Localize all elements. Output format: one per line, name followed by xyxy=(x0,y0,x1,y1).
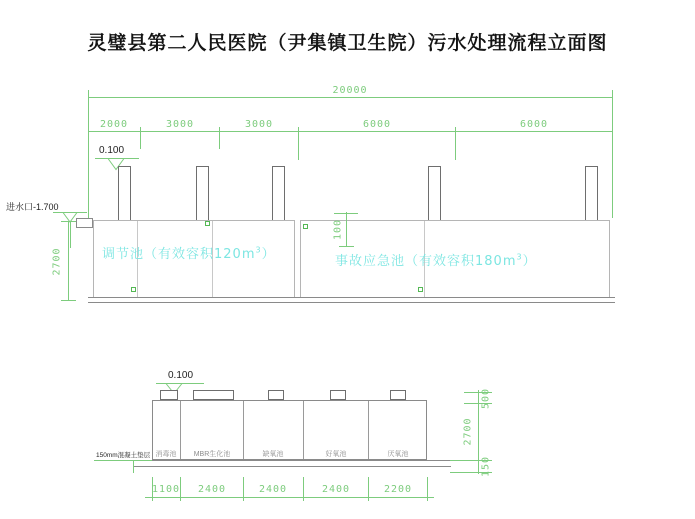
dim-seg-6000b: 6000 xyxy=(519,119,549,130)
tank-base-left xyxy=(88,297,298,303)
dim-2700-bottom: 2700 xyxy=(462,417,474,446)
compartment-label-anoxic: 缺氧池 xyxy=(262,451,284,458)
grip-marker xyxy=(418,287,423,292)
label-text: ） xyxy=(522,254,537,269)
dim-tick xyxy=(61,221,76,222)
level-value-top-view: 0.100 xyxy=(99,145,125,156)
cushion-note: 150mm混凝土垫层 xyxy=(96,452,151,459)
label-sup: 3 xyxy=(255,245,262,255)
riser xyxy=(193,390,234,400)
label-text: 事故应急池（有效容积180m xyxy=(335,254,517,269)
drawing-title: 灵璧县第二人民医院（尹集镇卫生院）污水处理流程立面图 xyxy=(87,32,608,54)
inlet-leader-line xyxy=(70,222,71,248)
dim-500: 500 xyxy=(480,387,492,410)
cushion-leader-line xyxy=(133,460,134,473)
dim-overall-20000: 20000 xyxy=(332,85,368,96)
compartment-label-aerobic: 好氧池 xyxy=(325,451,347,458)
grip-marker xyxy=(205,221,210,226)
dim-line-100 xyxy=(346,212,347,247)
dim-tick xyxy=(61,300,76,301)
level-value-bottom-view: 0.100 xyxy=(168,370,194,381)
dim-2400a: 2400 xyxy=(197,484,227,495)
dim-seg-6000a: 6000 xyxy=(362,119,392,130)
dim-2400b: 2400 xyxy=(258,484,288,495)
vent-column xyxy=(118,166,131,221)
tank-base-right xyxy=(298,297,615,303)
dim-line-segments xyxy=(88,131,612,132)
compartment-label-mbr: MBR生化池 xyxy=(193,451,231,458)
emergency-tank-label xyxy=(335,250,537,269)
dim-2200: 2200 xyxy=(383,484,413,495)
compartment-partition xyxy=(303,401,304,459)
cushion-leader-line xyxy=(94,460,152,461)
level-symbol-icon xyxy=(95,158,139,171)
cushion-slab xyxy=(133,460,451,467)
dim-height-2700: 2700 xyxy=(51,247,63,276)
extension-line xyxy=(298,131,299,160)
vent-column xyxy=(196,166,209,221)
grip-marker xyxy=(131,287,136,292)
vent-column xyxy=(585,166,598,221)
extension-line xyxy=(219,131,220,149)
riser xyxy=(390,390,406,400)
dim-seg-3000b: 3000 xyxy=(244,119,274,130)
extension-line xyxy=(455,131,456,160)
extension-line-left xyxy=(88,90,89,218)
dim-150: 150 xyxy=(480,455,492,478)
compartment-label-disinfection: 消毒池 xyxy=(155,451,177,458)
inlet-pipe xyxy=(76,218,93,228)
label-text: ） xyxy=(261,247,276,262)
dim-1100: 1100 xyxy=(151,484,181,495)
dim-line-widths xyxy=(145,497,434,498)
riser xyxy=(268,390,284,400)
compartment-label-anaerobic: 厌氧池 xyxy=(387,451,409,458)
inlet-label: 进水口-1.700 xyxy=(6,202,59,212)
dim-2400c: 2400 xyxy=(321,484,351,495)
label-sup: 3 xyxy=(516,252,523,262)
label-text: 调节池（有效容积120m xyxy=(102,247,256,262)
grip-marker xyxy=(303,224,308,229)
riser xyxy=(160,390,178,400)
extension-line xyxy=(140,131,141,149)
riser xyxy=(330,390,346,400)
dim-line-overall xyxy=(88,97,612,98)
dim-seg-3000a: 3000 xyxy=(165,119,195,130)
dim-freeboard-100: 100 xyxy=(332,218,344,241)
vent-column xyxy=(428,166,441,221)
dim-seg-2000: 2000 xyxy=(99,119,129,130)
vent-column xyxy=(272,166,285,221)
extension-line-right xyxy=(612,90,613,218)
dim-line-height-2700 xyxy=(68,221,69,300)
regulation-tank-label xyxy=(102,243,276,262)
